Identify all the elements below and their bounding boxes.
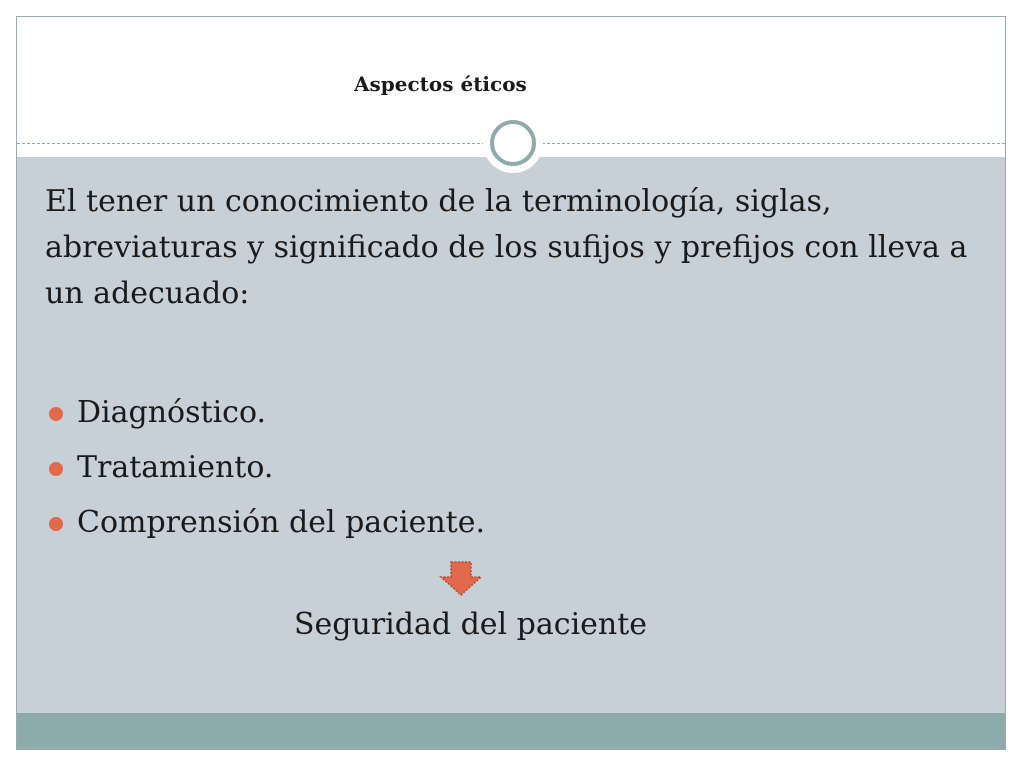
round-bullet-icon	[49, 462, 63, 476]
circle-ring-inner	[490, 120, 536, 166]
bullet-label: Tratamiento.	[77, 450, 274, 485]
round-bullet-icon	[49, 517, 63, 531]
conclusion-text: Seguridad del paciente	[294, 607, 648, 642]
bullet-label: Comprensión del paciente.	[77, 505, 485, 540]
bullet-label: Diagnóstico.	[77, 395, 267, 430]
arrow-down-icon	[439, 561, 483, 597]
round-bullet-icon	[49, 407, 63, 421]
bullet-item	[47, 440, 485, 495]
bullet-item	[47, 495, 485, 550]
bullet-item	[47, 385, 485, 440]
intro-paragraph: El tener un conocimiento de la terminología, siglas, abreviaturas y significado de los sufijos y prefijos con lleva a un adecuado:	[45, 184, 968, 311]
slide	[16, 16, 1006, 750]
circle-ring-icon	[483, 113, 543, 173]
bottom-band	[17, 713, 1005, 749]
bullet-list	[47, 385, 485, 550]
slide-title: Aspectos éticos	[354, 72, 527, 96]
